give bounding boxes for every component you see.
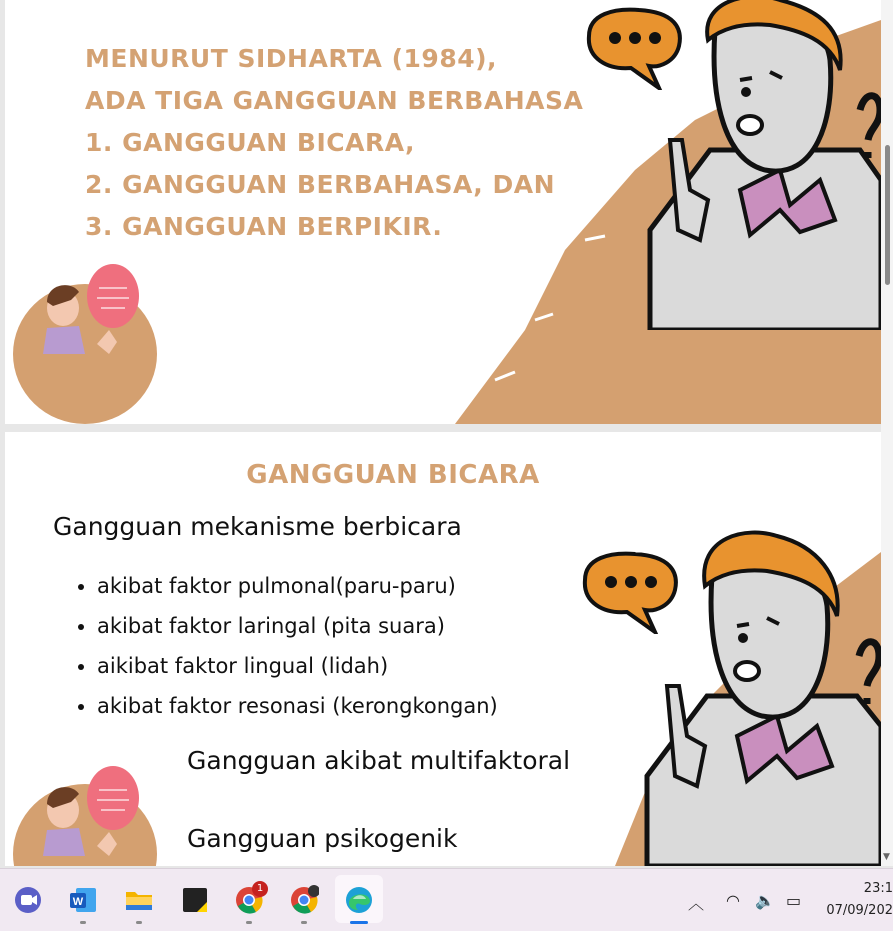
active-indicator (350, 921, 368, 924)
battery-icon[interactable]: ▭ (786, 891, 802, 910)
multifaktoral-text: Gangguan akibat multifaktoral (187, 746, 571, 775)
slide-1 (5, 0, 881, 424)
slide-title: GANGGUAN BICARA (246, 460, 540, 490)
list-item: • akibat faktor resonasi (kerongkongan) (97, 686, 498, 726)
heading-line: 2. GANGGUAN BERBAHASA, DAN (85, 170, 556, 199)
scroll-down-arrow-icon[interactable]: ▼ (883, 852, 890, 862)
heading-line: MENURUT SIDHARTA (1984), (85, 44, 498, 73)
zoom-meetings-icon[interactable] (13, 885, 43, 915)
speaking-person-icon (13, 762, 163, 866)
edge-icon[interactable] (344, 885, 374, 915)
wifi-icon[interactable]: ◠ (726, 891, 740, 910)
slide-subtitle: Gangguan mekanisme berbicara (53, 512, 462, 541)
speaking-person-icon (13, 262, 163, 424)
clock[interactable] (823, 869, 893, 931)
file-explorer-icon[interactable] (124, 885, 154, 915)
slide-1-heading (85, 38, 583, 248)
taskbar (0, 868, 893, 931)
notification-badge: 1 (252, 881, 268, 897)
bullet-list (77, 566, 498, 726)
vertical-scrollbar[interactable] (881, 0, 893, 866)
thinking-man-illustration (630, 0, 881, 330)
volume-icon[interactable]: 🔈 (755, 891, 775, 910)
heading-line: 3. GANGGUAN BERPIKIR. (85, 212, 443, 241)
slide-2 (5, 432, 881, 866)
running-indicator (246, 921, 252, 924)
list-item: • akibat faktor pulmonal(paru-paru) (97, 566, 498, 606)
show-hidden-icons-chevron-icon[interactable]: ︿ (688, 894, 705, 913)
list-item: • aikibat faktor lingual (lidah) (97, 646, 498, 686)
clock-time: 23:1 (863, 881, 893, 896)
psikogenik-text: Gangguan psikogenik (187, 824, 458, 853)
chrome-profile-icon[interactable] (289, 885, 319, 915)
heading-line: 1. GANGGUAN BICARA, (85, 128, 416, 157)
sticky-notes-icon[interactable] (180, 885, 210, 915)
running-indicator (301, 921, 307, 924)
heading-line: ADA TIGA GANGGUAN BERBAHASA (85, 86, 584, 115)
running-indicator (80, 921, 86, 924)
word-icon[interactable] (68, 885, 98, 915)
list-item: • akibat faktor laringal (pita suara) (97, 606, 498, 646)
running-indicator (136, 921, 142, 924)
scrollbar-thumb[interactable] (885, 145, 890, 285)
thinking-man-illustration (627, 526, 881, 866)
svg-text:W: W (72, 896, 84, 908)
clock-date: 07/09/202 (826, 903, 893, 918)
